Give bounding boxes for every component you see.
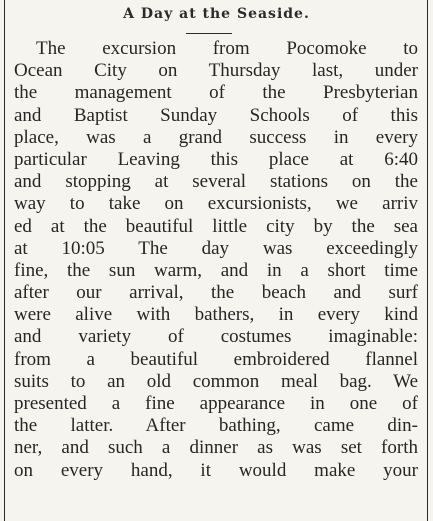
body-line: ed at the beautiful little city by the sea: [14, 215, 418, 237]
article-headline: A Day at the Seaside.: [123, 6, 310, 22]
body-line: ner, and such a dinner as was set forth: [14, 437, 418, 459]
body-line: after our arrival, the beach and surf: [14, 282, 418, 304]
column-rule-right: [427, 0, 428, 521]
body-line: presented a fine appearance in one of: [14, 393, 418, 414]
body-line: Ocean City on Thursday last, under: [14, 60, 418, 82]
body-line: particular Leaving this place at 6:40: [14, 148, 418, 170]
article-body: [14, 38, 418, 482]
body-line: and stopping at several stations on the: [14, 171, 418, 193]
body-line: and Baptist Sunday Schools of this: [14, 104, 418, 126]
body-line: from a beautiful embroidered flannel: [14, 348, 418, 370]
body-line: on every hand, it would make your: [14, 459, 418, 481]
body-line: at 10:05 The day was exceedingly: [14, 237, 418, 259]
body-line: way to take on excursionists, we arriv: [14, 193, 418, 215]
body-line: place, was a grand success in every: [14, 126, 418, 148]
body-line: the latter. After bathing, came din-: [14, 415, 418, 437]
column-rule-left: [4, 0, 5, 521]
body-line: and variety of costumes imaginable:: [14, 326, 418, 348]
headline-divider: [186, 33, 232, 34]
body-line: The excursion from Pocomoke to: [36, 38, 418, 59]
body-line: were alive with bathers, in every kind: [14, 304, 418, 326]
body-line: the management of the Presbyterian: [14, 82, 418, 104]
body-line: suits to an old common meal bag. We: [14, 370, 418, 392]
body-line: fine, the sun warm, and in a short time: [14, 259, 418, 281]
